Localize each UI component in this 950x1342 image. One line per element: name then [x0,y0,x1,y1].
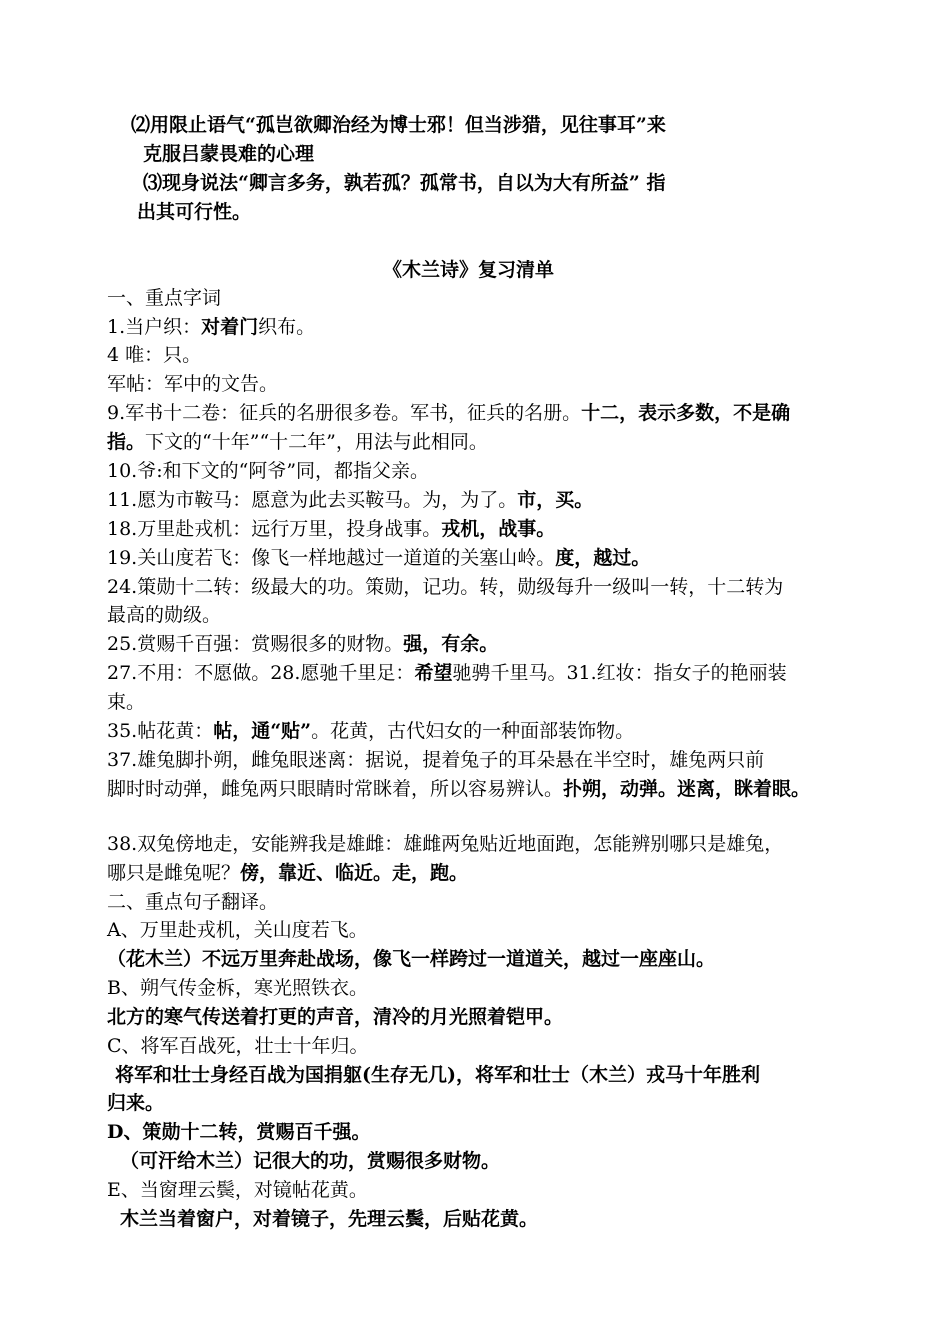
vocab-item-38-line-2 [107,859,468,888]
vocab-item-9-line-1 [107,399,790,428]
vocab-key-meaning: 十二，表示多数，不是确 [581,402,791,424]
intro-point-3-line-2: 出其可行性。 [137,201,252,223]
vocab-item-18 [107,515,555,544]
sentence-c-translation-line-2: 归来。 [107,1092,165,1114]
vocab-item-35 [107,717,634,746]
vocab-item-25 [107,630,498,659]
intro-point-3-line-1: ⑶现身说法“卿言多务，孰若孤？孤常书，自以为大有所益” 指 [143,172,666,194]
vocab-item-juntie: 军帖：军中的文告。 [107,373,279,395]
sentence-b-original: B、朔气传金柝，寒光照铁衣。 [107,977,368,999]
vocab-key-meaning: 指。 [107,431,146,453]
vocab-text: 25.赏赐千百强：赏赐很多的财物。 [107,633,404,655]
vocab-item-9-line-2 [107,428,488,457]
vocab-text: 19.关山度若飞：像飞一样地越过一道道的关塞山岭。 [107,547,556,569]
vocab-text: 。花黄，古代妇女的一种面部装饰物。 [311,720,635,742]
sentence-e-original: E、当窗理云鬓，对镜帖花黄。 [107,1179,368,1201]
vocab-item-11 [107,486,593,515]
vocab-text: 下文的“十年”“十二年”，用法与此相同。 [145,431,488,453]
vocab-key-meaning: 傍，靠近、临近。走，跑。 [240,862,469,884]
vocab-item-10: 10.爷:和下文的“阿爷”同，都指父亲。 [107,460,430,482]
section-2-heading: 二、重点句子翻译。 [107,891,279,913]
vocab-item-24-line-1: 24.策勋十二转：级最大的功。策勋，记功。转，勋级每升一级叫一转，十二转为 [107,576,784,598]
sentence-c-translation-line-1: 将军和壮士身经百战为国捐躯(生存无几)，将军和壮士（木兰）戎马十年胜利 [115,1064,760,1086]
vocab-key-meaning: 度，越过。 [555,547,651,569]
sentence-b-translation: 北方的寒气传送着打更的声音，清冷的月光照着铠甲。 [107,1006,564,1028]
vocab-item-38-line-1: 38.双兔傍地走，安能辨我是雄雌：雄雌两兔贴近地面跑，怎能辨别哪只是雄兔， [107,833,784,855]
vocab-text: 9.军书十二卷：征兵的名册很多卷。军书，征兵的名册。 [107,402,582,424]
vocab-item-31-line-2: 束。 [107,691,146,713]
vocab-term: 35.帖花黄： [107,720,214,742]
vocab-item-19 [107,544,650,573]
vocab-item-1 [107,313,315,342]
sentence-c-original: C、将军百战死，壮士十年归。 [107,1035,369,1057]
vocab-key-meaning: 市，买。 [517,489,594,511]
document-title: 《木兰诗》复习清单 [383,259,555,281]
vocab-item-37-line-2 [107,775,810,804]
sentence-d-translation: （可汗给木兰）记很大的功，赏赐很多财物。 [120,1150,501,1172]
vocab-key-meaning: 对着门 [201,316,259,338]
vocab-text: 织布。 [258,316,316,338]
vocab-item-37-line-1: 37.雄兔脚扑朔，雌兔眼迷离：据说，提着兔子的耳朵悬在半空时，雄兔两只前 [107,749,765,771]
section-1-heading: 一、重点字词 [107,287,222,309]
intro-point-2-line-1: ⑵用限止语气“孤岂欲卿治经为博士邪！但当涉猎，见往事耳”来 [131,114,666,136]
vocab-key-meaning: 希望 [414,662,453,684]
intro-point-2-line-2: 克服吕蒙畏难的心理 [143,143,315,165]
vocab-text: 18.万里赴戎机：远行万里，投身战事。 [107,518,442,540]
vocab-key-meaning: 强，有余。 [403,633,499,655]
vocab-item-27-28-31 [107,659,787,688]
vocab-text: 11.愿为市鞍马：愿意为此去买鞍马。为，为了。 [107,489,518,511]
vocab-text: 27.不用：不愿做。28.愿驰千里足： [107,662,415,684]
vocab-item-24-line-2: 最高的勋级。 [107,604,222,626]
sentence-d-original: D、策勋十二转，赏赐百千强。 [107,1121,371,1143]
vocab-term: 1.当户织： [107,316,202,338]
sentence-a-original: A、万里赴戎机，关山度若飞。 [107,919,368,941]
vocab-item-4: 4 唯：只。 [107,344,202,366]
vocab-key-meaning: 扑朔，动弹。迷离，眯着眼。 [563,778,811,800]
vocab-key-meaning: 帖，通“贴” [213,720,312,742]
vocab-text: 脚时时动弹，雌兔两只眼睛时常眯着，所以容易辨认。 [107,778,564,800]
vocab-text: 哪只是雌兔呢？ [107,862,241,884]
vocab-key-meaning: 戎机，战事。 [441,518,556,540]
sentence-e-translation: 木兰当着窗户，对着镜子，先理云鬓，后贴花黄。 [120,1208,539,1230]
vocab-text: 驰骋千里马。31.红妆：指女子的艳丽装 [452,662,787,684]
sentence-a-translation: （花木兰）不远万里奔赴战场，像飞一样跨过一道道关，越过一座座山。 [107,948,716,970]
